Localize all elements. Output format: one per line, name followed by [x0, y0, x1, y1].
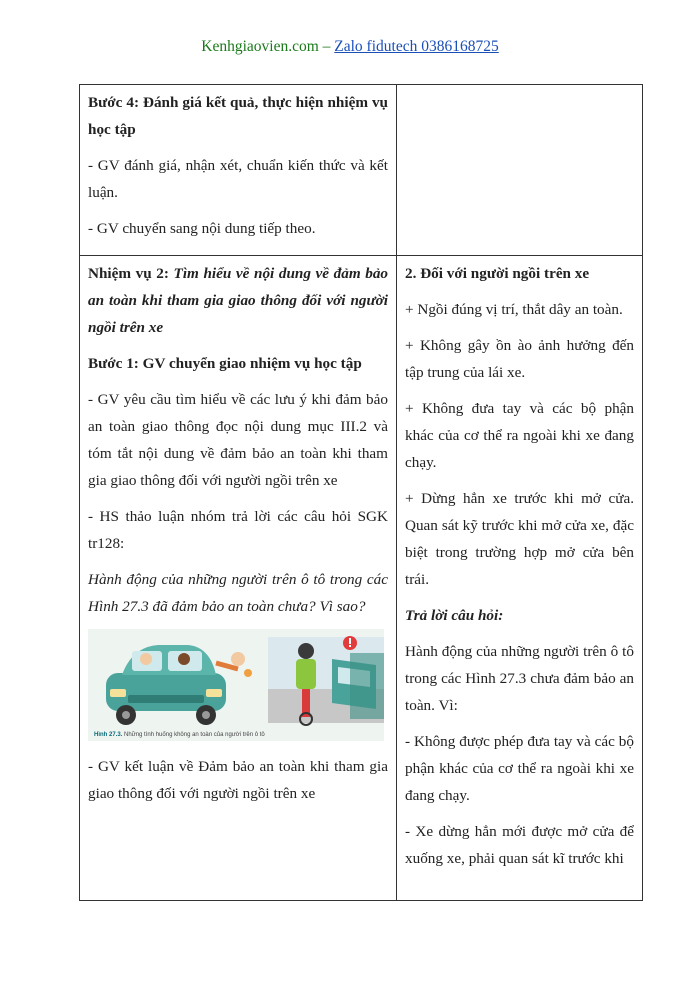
step4-cell: [80, 85, 397, 256]
figure-caption-text: Những tình huống không an toàn của người trên ô tô: [124, 732, 265, 738]
content-heading: 2. Đối với người ngồi trên xe: [405, 265, 590, 282]
step1-heading: Bước 1: GV chuyển giao nhiệm vụ học tập: [88, 355, 362, 372]
task2-cell: [80, 256, 397, 901]
answer-item: - Không được phép đưa tay và các bộ phận khác của cơ thể ra ngoài khi xe đang chạy.: [405, 733, 634, 804]
cyclist-illustration: [268, 636, 384, 725]
textbook-question: Hành động của những người trên ô tô trong các Hình 27.3 đã đảm bảo an toàn chưa? Vì sao?: [88, 571, 388, 615]
content-item: + Ngồi đúng vị trí, thắt dây an toàn.: [405, 301, 623, 318]
empty-cell: [397, 85, 643, 256]
figure-illustration: [88, 629, 384, 741]
task2-para-2: - HS thảo luận nhóm trả lời các câu hỏi SGK tr128:: [88, 508, 388, 552]
lesson-table: [79, 84, 643, 901]
answer-item: - Xe dừng hẳn mới được mở cửa để xuống xe, phải quan sát kĩ trước khi: [405, 823, 634, 867]
figure-caption: [94, 731, 265, 739]
content-item: + Không đưa tay và các bộ phận khác của cơ thể ra ngoài khi xe đang chạy.: [405, 400, 634, 471]
answer-intro: Hành động của những người trên ô tô trong các Hình 27.3 chưa đảm bảo an toàn. Vì:: [405, 643, 634, 714]
header-separator: –: [322, 38, 331, 55]
page-header: [0, 38, 700, 56]
content-cell: [397, 256, 643, 901]
site-name[interactable]: Kenhgiaovien.com: [201, 38, 319, 55]
answer-label: Trả lời câu hỏi:: [405, 607, 504, 624]
content-item: + Không gây ồn ào ảnh hưởng đến tập trung của lái xe.: [405, 337, 634, 381]
table-row: [80, 85, 643, 256]
table-row: [80, 256, 643, 901]
task2-para-3: - GV kết luận về Đảm bảo an toàn khi tham gia giao thông đối với người ngồi trên xe: [88, 758, 388, 802]
figure-label: Hình 27.3.: [94, 732, 123, 738]
step4-line-2: - GV chuyển sang nội dung tiếp theo.: [88, 220, 316, 237]
task2-para-1: - GV yêu cầu tìm hiểu về các lưu ý khi đảm bảo an toàn giao thông đọc nội dung mục III.2 và tóm tắt nội dung về đảm bảo an toàn khi tham gia giao thông đối với người ngồi trên xe: [88, 391, 388, 489]
figure-27-3: [88, 629, 384, 741]
contact-link[interactable]: Zalo fidutech 0386168725: [334, 38, 499, 55]
task2-label: Nhiệm vụ 2:: [88, 265, 169, 282]
task2-title: Tìm hiểu về nội dung về đảm bảo an toàn khi tham gia giao thông đối với người ngồi trên xe: [88, 265, 389, 336]
step4-line-1: - GV đánh giá, nhận xét, chuẩn kiến thức và kết luận.: [88, 157, 388, 201]
step4-heading: Bước 4: Đánh giá kết quả, thực hiện nhiệm vụ học tập: [88, 94, 388, 138]
content-item: + Dừng hẳn xe trước khi mở cửa. Quan sát kỹ trước khi mở cửa xe, đặc biệt trong trường hợp mở cửa bên trái.: [405, 490, 634, 588]
